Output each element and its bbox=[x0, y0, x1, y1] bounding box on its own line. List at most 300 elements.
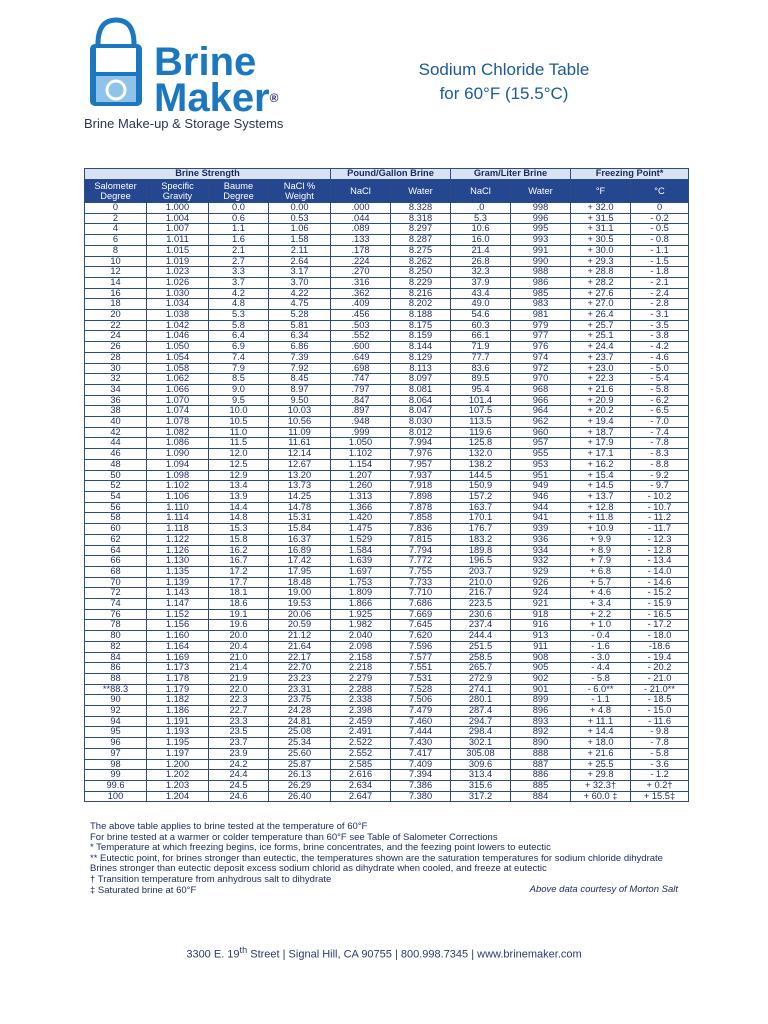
table-cell: 1.058 bbox=[147, 363, 209, 374]
table-cell: 7.386 bbox=[391, 780, 451, 791]
table-cell: 2.398 bbox=[331, 706, 391, 717]
table-cell: 1.110 bbox=[147, 502, 209, 513]
table-cell: + 17.9 bbox=[571, 438, 631, 449]
table-row bbox=[85, 716, 689, 727]
table-cell: 2.647 bbox=[331, 791, 391, 802]
table-row bbox=[85, 352, 689, 363]
table-cell: 7.394 bbox=[391, 770, 451, 781]
table-cell: 1.026 bbox=[147, 277, 209, 288]
registered-mark: ® bbox=[269, 91, 279, 105]
table-cell: 0 bbox=[631, 203, 689, 214]
table-cell: 80 bbox=[85, 631, 147, 642]
table-cell: 7.444 bbox=[391, 727, 451, 738]
table-cell: 1.054 bbox=[147, 352, 209, 363]
table-cell: 7.417 bbox=[391, 748, 451, 759]
table-cell: 7.528 bbox=[391, 684, 451, 695]
table-cell: 1.019 bbox=[147, 256, 209, 267]
table-cell: 7.380 bbox=[391, 791, 451, 802]
table-cell: 21.0 bbox=[209, 652, 269, 663]
table-cell: 8.081 bbox=[391, 384, 451, 395]
table-cell: 1.102 bbox=[147, 481, 209, 492]
table-cell: 8.129 bbox=[391, 352, 451, 363]
table-cell: 1.200 bbox=[147, 759, 209, 770]
table-cell: 14.25 bbox=[269, 491, 331, 502]
table-cell: 1.529 bbox=[331, 534, 391, 545]
table-cell: 183.2 bbox=[451, 534, 511, 545]
table-cell: 0.53 bbox=[269, 213, 331, 224]
table-cell: 1.753 bbox=[331, 577, 391, 588]
table-cell: 1.982 bbox=[331, 620, 391, 631]
table-cell: 83.6 bbox=[451, 363, 511, 374]
table-cell: 8.297 bbox=[391, 224, 451, 235]
table-cell: 17.2 bbox=[209, 566, 269, 577]
table-cell: 82 bbox=[85, 641, 147, 652]
table-cell: 1.366 bbox=[331, 502, 391, 513]
table-cell: 1.074 bbox=[147, 406, 209, 417]
table-cell: 6.9 bbox=[209, 342, 269, 353]
table-cell: 7.551 bbox=[391, 663, 451, 674]
table-cell: 916 bbox=[511, 620, 571, 631]
table-cell: 0.6 bbox=[209, 213, 269, 224]
table-cell: - 7.4 bbox=[631, 427, 689, 438]
table-cell: - 10.7 bbox=[631, 502, 689, 513]
table-cell: 2.459 bbox=[331, 716, 391, 727]
table-cell: 170.1 bbox=[451, 513, 511, 524]
table-cell: 7.39 bbox=[269, 352, 331, 363]
table-cell: 1.143 bbox=[147, 588, 209, 599]
table-cell: 1.015 bbox=[147, 245, 209, 256]
column-header: Salometer Degree bbox=[85, 180, 147, 203]
table-cell: 21.9 bbox=[209, 673, 269, 684]
table-cell: + 23.7 bbox=[571, 352, 631, 363]
table-cell: 998 bbox=[511, 203, 571, 214]
table-cell: 2.040 bbox=[331, 631, 391, 642]
table-cell: 251.5 bbox=[451, 641, 511, 652]
table-cell: 150.9 bbox=[451, 481, 511, 492]
table-cell: .999 bbox=[331, 427, 391, 438]
table-cell: 7.937 bbox=[391, 470, 451, 481]
table-row bbox=[85, 502, 689, 513]
table-cell: 313.4 bbox=[451, 770, 511, 781]
table-cell: 964 bbox=[511, 406, 571, 417]
table-cell: 908 bbox=[511, 652, 571, 663]
table-cell: 2.338 bbox=[331, 695, 391, 706]
table-cell: 210.0 bbox=[451, 577, 511, 588]
table-cell: .747 bbox=[331, 374, 391, 385]
table-row bbox=[85, 599, 689, 610]
table-cell: 10 bbox=[85, 256, 147, 267]
table-cell: + 30.5 bbox=[571, 235, 631, 246]
table-cell: 13.20 bbox=[269, 470, 331, 481]
table-cell: 8.159 bbox=[391, 331, 451, 342]
table-cell: 16.2 bbox=[209, 545, 269, 556]
table-cell: 12.0 bbox=[209, 449, 269, 460]
table-cell: 990 bbox=[511, 256, 571, 267]
table-cell: 1.152 bbox=[147, 609, 209, 620]
table-cell: + 32.0 bbox=[571, 203, 631, 214]
table-cell: 258.5 bbox=[451, 652, 511, 663]
table-cell: 1.06 bbox=[269, 224, 331, 235]
table-cell: 5.81 bbox=[269, 320, 331, 331]
table-row bbox=[85, 620, 689, 631]
table-cell: 1.420 bbox=[331, 513, 391, 524]
table-cell: + 6.8 bbox=[571, 566, 631, 577]
table-cell: + 20.9 bbox=[571, 395, 631, 406]
table-cell: 8.144 bbox=[391, 342, 451, 353]
table-cell: 20 bbox=[85, 310, 147, 321]
table-cell: 1.046 bbox=[147, 331, 209, 342]
table-cell: 6.34 bbox=[269, 331, 331, 342]
table-cell: 305.08 bbox=[451, 748, 511, 759]
footer-address-sup: th bbox=[239, 945, 248, 955]
table-cell: 986 bbox=[511, 277, 571, 288]
table-cell: 0.0 bbox=[209, 203, 269, 214]
table-cell: + 0.2† bbox=[631, 780, 689, 791]
table-cell: 19.53 bbox=[269, 599, 331, 610]
table-cell: 7.669 bbox=[391, 609, 451, 620]
table-cell: 929 bbox=[511, 566, 571, 577]
table-cell: 968 bbox=[511, 384, 571, 395]
table-cell: 21.64 bbox=[269, 641, 331, 652]
table-cell: 1.086 bbox=[147, 438, 209, 449]
table-cell: 97 bbox=[85, 748, 147, 759]
table-cell: 2 bbox=[85, 213, 147, 224]
table-cell: 10.0 bbox=[209, 406, 269, 417]
table-cell: 7.858 bbox=[391, 513, 451, 524]
table-cell: - 9.7 bbox=[631, 481, 689, 492]
table-cell: 13.73 bbox=[269, 481, 331, 492]
table-cell: 8.012 bbox=[391, 427, 451, 438]
table-cell: 26.40 bbox=[269, 791, 331, 802]
table-cell: 886 bbox=[511, 770, 571, 781]
table-cell: 13.4 bbox=[209, 481, 269, 492]
table-cell: + 26.4 bbox=[571, 310, 631, 321]
table-cell: - 13.4 bbox=[631, 556, 689, 567]
table-cell: + 3.4 bbox=[571, 599, 631, 610]
table-cell: 22.70 bbox=[269, 663, 331, 674]
table-cell: 1.130 bbox=[147, 556, 209, 567]
table-row bbox=[85, 491, 689, 502]
table-cell: + 15.4 bbox=[571, 470, 631, 481]
table-cell: - 16.5 bbox=[631, 609, 689, 620]
table-cell: 24.4 bbox=[209, 770, 269, 781]
table-row bbox=[85, 663, 689, 674]
table-cell: 1.260 bbox=[331, 481, 391, 492]
table-cell: 1.179 bbox=[147, 684, 209, 695]
table-row bbox=[85, 224, 689, 235]
table-cell: 890 bbox=[511, 738, 571, 749]
column-header: Water bbox=[391, 180, 451, 203]
table-cell: - 11.7 bbox=[631, 524, 689, 535]
table-cell: + 25.1 bbox=[571, 331, 631, 342]
table-cell: 12.14 bbox=[269, 449, 331, 460]
table-cell: - 8.8 bbox=[631, 459, 689, 470]
table-cell: + 8.9 bbox=[571, 545, 631, 556]
table-cell: + 20.2 bbox=[571, 406, 631, 417]
table-cell: + 18.0 bbox=[571, 738, 631, 749]
table-cell: - 5.8 bbox=[631, 748, 689, 759]
table-cell: 939 bbox=[511, 524, 571, 535]
table-cell: - 6.2 bbox=[631, 395, 689, 406]
table-cell: 1.114 bbox=[147, 513, 209, 524]
table-cell: .224 bbox=[331, 256, 391, 267]
table-cell: + 11.8 bbox=[571, 513, 631, 524]
table-cell: 4.8 bbox=[209, 299, 269, 310]
table-cell: 21.12 bbox=[269, 631, 331, 642]
table-cell: 43.4 bbox=[451, 288, 511, 299]
table-cell: 60.3 bbox=[451, 320, 511, 331]
table-cell: 101.4 bbox=[451, 395, 511, 406]
table-cell: - 1.6 bbox=[571, 641, 631, 652]
table-row bbox=[85, 524, 689, 535]
table-cell: - 0.8 bbox=[631, 235, 689, 246]
table-cell: 887 bbox=[511, 759, 571, 770]
table-cell: 1.475 bbox=[331, 524, 391, 535]
table-cell: 7.686 bbox=[391, 599, 451, 610]
table-row bbox=[85, 256, 689, 267]
table-cell: .0 bbox=[451, 203, 511, 214]
table-cell: 25.60 bbox=[269, 748, 331, 759]
table-cell: 72 bbox=[85, 588, 147, 599]
table-cell: 884 bbox=[511, 791, 571, 802]
table-cell: - 12.8 bbox=[631, 545, 689, 556]
table-row bbox=[85, 759, 689, 770]
table-row bbox=[85, 481, 689, 492]
table-cell: 1.197 bbox=[147, 748, 209, 759]
table-cell: 946 bbox=[511, 491, 571, 502]
table-cell: 7.976 bbox=[391, 449, 451, 460]
table-cell: 2.634 bbox=[331, 780, 391, 791]
table-cell: 244.4 bbox=[451, 631, 511, 642]
table-cell: 24.5 bbox=[209, 780, 269, 791]
data-courtesy: Above data courtesy of Morton Salt bbox=[529, 884, 678, 895]
table-cell: 1.066 bbox=[147, 384, 209, 395]
table-cell: 1.030 bbox=[147, 288, 209, 299]
table-cell: + 9.9 bbox=[571, 534, 631, 545]
table-cell: 972 bbox=[511, 363, 571, 374]
table-cell: 315.6 bbox=[451, 780, 511, 791]
table-cell: 977 bbox=[511, 331, 571, 342]
table-row bbox=[85, 245, 689, 256]
table-cell: 16.89 bbox=[269, 545, 331, 556]
table-cell: 8.097 bbox=[391, 374, 451, 385]
table-cell: .649 bbox=[331, 352, 391, 363]
table-row bbox=[85, 791, 689, 802]
table-cell: 66 bbox=[85, 556, 147, 567]
table-cell: 899 bbox=[511, 695, 571, 706]
table-cell: 1.207 bbox=[331, 470, 391, 481]
table-cell: 1.58 bbox=[269, 235, 331, 246]
table-cell: 28 bbox=[85, 352, 147, 363]
table-cell: - 0.4 bbox=[571, 631, 631, 642]
table-cell: 951 bbox=[511, 470, 571, 481]
table-cell: + 4.8 bbox=[571, 706, 631, 717]
table-cell: 15.3 bbox=[209, 524, 269, 535]
table-cell: 44 bbox=[85, 438, 147, 449]
table-cell: 913 bbox=[511, 631, 571, 642]
table-row bbox=[85, 320, 689, 331]
table-cell: 24.6 bbox=[209, 791, 269, 802]
table-cell: 30 bbox=[85, 363, 147, 374]
table-row bbox=[85, 277, 689, 288]
table-cell: 12.67 bbox=[269, 459, 331, 470]
table-cell: 953 bbox=[511, 459, 571, 470]
table-cell: 119.6 bbox=[451, 427, 511, 438]
table-cell: 19.6 bbox=[209, 620, 269, 631]
table-cell: 26.8 bbox=[451, 256, 511, 267]
table-cell: 26.13 bbox=[269, 770, 331, 781]
table-cell: + 14.5 bbox=[571, 481, 631, 492]
table-cell: 885 bbox=[511, 780, 571, 791]
table-cell: 1.6 bbox=[209, 235, 269, 246]
table-cell: 15.8 bbox=[209, 534, 269, 545]
table-row bbox=[85, 738, 689, 749]
table-cell: 983 bbox=[511, 299, 571, 310]
table-cell: + 10.9 bbox=[571, 524, 631, 535]
table-cell: 12 bbox=[85, 267, 147, 278]
table-row bbox=[85, 406, 689, 417]
table-cell: 7.733 bbox=[391, 577, 451, 588]
table-cell: 84 bbox=[85, 652, 147, 663]
table-cell: - 11.2 bbox=[631, 513, 689, 524]
column-header: NaCl bbox=[331, 180, 391, 203]
table-cell: - 1.2 bbox=[631, 770, 689, 781]
table-cell: - 8.3 bbox=[631, 449, 689, 460]
table-group-header bbox=[85, 169, 689, 180]
table-cell: 7.596 bbox=[391, 641, 451, 652]
table-row bbox=[85, 588, 689, 599]
table-cell: 1.182 bbox=[147, 695, 209, 706]
table-cell: 8.188 bbox=[391, 310, 451, 321]
table-cell: 5.28 bbox=[269, 310, 331, 321]
table-cell: 25.34 bbox=[269, 738, 331, 749]
table-cell: 54 bbox=[85, 491, 147, 502]
footer-address-post: Street | Signal Hill, CA 90755 | 800.998.7345 | www.brinemaker.com bbox=[247, 948, 582, 961]
table-row bbox=[85, 577, 689, 588]
table-cell: 12.9 bbox=[209, 470, 269, 481]
note-line: For brine tested at a warmer or colder temperature than 60°F see Table of Salometer Corrections bbox=[90, 831, 498, 843]
table-cell: 966 bbox=[511, 395, 571, 406]
document-title-line2: for 60°F (15.5°C) bbox=[439, 84, 569, 103]
document-title-line1: Sodium Chloride Table bbox=[418, 60, 590, 79]
table-cell: .362 bbox=[331, 288, 391, 299]
table-row bbox=[85, 417, 689, 428]
table-cell: 7.645 bbox=[391, 620, 451, 631]
table-cell: + 31.5 bbox=[571, 213, 631, 224]
table-cell: 4 bbox=[85, 224, 147, 235]
table-cell: 144.5 bbox=[451, 470, 511, 481]
table-cell: 7.994 bbox=[391, 438, 451, 449]
table-cell: 287.4 bbox=[451, 706, 511, 717]
table-body bbox=[85, 203, 689, 802]
table-cell: 893 bbox=[511, 716, 571, 727]
table-cell: 7.92 bbox=[269, 363, 331, 374]
table-row bbox=[85, 384, 689, 395]
table-cell: 918 bbox=[511, 609, 571, 620]
table-cell: 2.7 bbox=[209, 256, 269, 267]
table-cell: 32 bbox=[85, 374, 147, 385]
table-cell: 10.03 bbox=[269, 406, 331, 417]
table-cell: 957 bbox=[511, 438, 571, 449]
table-cell: 223.5 bbox=[451, 599, 511, 610]
table-cell: 0.00 bbox=[269, 203, 331, 214]
table-cell: 157.2 bbox=[451, 491, 511, 502]
table-cell: 936 bbox=[511, 534, 571, 545]
table-cell: 8.047 bbox=[391, 406, 451, 417]
table-cell: - 18.0 bbox=[631, 631, 689, 642]
table-cell: 237.4 bbox=[451, 620, 511, 631]
table-cell: 1.106 bbox=[147, 491, 209, 502]
table-cell: 1.094 bbox=[147, 459, 209, 470]
table-cell: 52 bbox=[85, 481, 147, 492]
table-cell: + 21.6 bbox=[571, 384, 631, 395]
table-cell: 14.8 bbox=[209, 513, 269, 524]
table-cell: 96 bbox=[85, 738, 147, 749]
table-cell: - 3.8 bbox=[631, 331, 689, 342]
table-cell: 265.7 bbox=[451, 663, 511, 674]
table-row bbox=[85, 203, 689, 214]
table-cell: 2.279 bbox=[331, 673, 391, 684]
column-header: Water bbox=[511, 180, 571, 203]
table-cell: 3.7 bbox=[209, 277, 269, 288]
table-cell: 50 bbox=[85, 470, 147, 481]
table-cell: - 7.8 bbox=[631, 738, 689, 749]
table-cell: 15.84 bbox=[269, 524, 331, 535]
table-cell: + 28.8 bbox=[571, 267, 631, 278]
table-cell: 20.59 bbox=[269, 620, 331, 631]
table-row bbox=[85, 695, 689, 706]
table-cell: 1.038 bbox=[147, 310, 209, 321]
table-cell: 1.122 bbox=[147, 534, 209, 545]
table-cell: - 15.9 bbox=[631, 599, 689, 610]
table-cell: 988 bbox=[511, 267, 571, 278]
table-cell: 14 bbox=[85, 277, 147, 288]
table-cell: 9.0 bbox=[209, 384, 269, 395]
table-cell: 77.7 bbox=[451, 352, 511, 363]
table-cell: 76 bbox=[85, 609, 147, 620]
table-cell: 42 bbox=[85, 427, 147, 438]
table-cell: 1.000 bbox=[147, 203, 209, 214]
table-cell: 8.064 bbox=[391, 395, 451, 406]
table-cell: + 21.6 bbox=[571, 748, 631, 759]
table-cell: 100 bbox=[85, 791, 147, 802]
table-row bbox=[85, 299, 689, 310]
table-cell: 78 bbox=[85, 620, 147, 631]
table-cell: 107.5 bbox=[451, 406, 511, 417]
table-cell: 21.4 bbox=[209, 663, 269, 674]
table-cell: .797 bbox=[331, 384, 391, 395]
table-cell: 8.262 bbox=[391, 256, 451, 267]
table-cell: - 0.2 bbox=[631, 213, 689, 224]
table-cell: 921 bbox=[511, 599, 571, 610]
table-row bbox=[85, 459, 689, 470]
table-cell: 25.08 bbox=[269, 727, 331, 738]
table-cell: - 14.6 bbox=[631, 577, 689, 588]
table-cell: - 2.8 bbox=[631, 299, 689, 310]
table-cell: 23.23 bbox=[269, 673, 331, 684]
table-cell: 56 bbox=[85, 502, 147, 513]
table-cell: - 5.8 bbox=[571, 673, 631, 684]
brine-tank-icon bbox=[84, 14, 148, 110]
table-cell: 74 bbox=[85, 599, 147, 610]
table-cell: 2.288 bbox=[331, 684, 391, 695]
table-cell: 1.202 bbox=[147, 770, 209, 781]
table-cell: 49.0 bbox=[451, 299, 511, 310]
table-cell: 896 bbox=[511, 706, 571, 717]
table-cell: - 2.4 bbox=[631, 288, 689, 299]
table-cell: 993 bbox=[511, 235, 571, 246]
table-row bbox=[85, 288, 689, 299]
